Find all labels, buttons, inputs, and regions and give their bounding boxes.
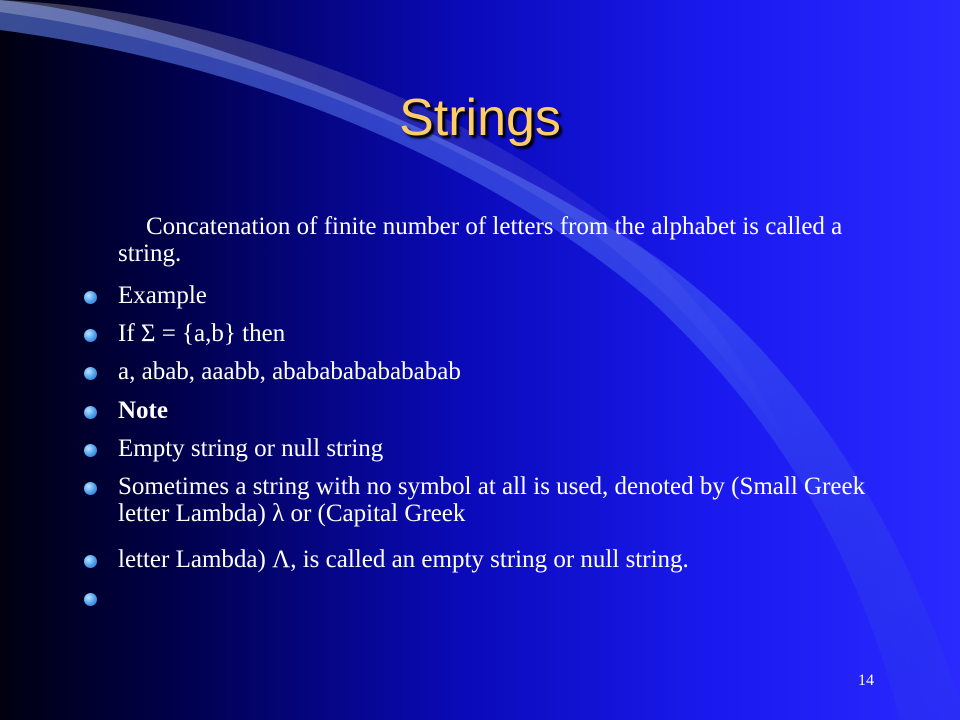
bullet-dot-icon <box>84 367 97 380</box>
bullet-text-note: Note <box>118 397 168 424</box>
bullet-item <box>118 282 878 309</box>
bullet-dot-icon <box>84 406 97 419</box>
intro-paragraph: Concatenation of finite number of letters from the alphabet is called a string. <box>118 213 843 267</box>
bullet-item <box>118 435 878 462</box>
bullet-item <box>118 546 878 573</box>
bullet-item <box>118 320 878 347</box>
bullet-item <box>118 473 878 527</box>
bullet-dot-icon <box>84 291 97 304</box>
bullet-text: If Σ = {a,b} then <box>118 320 286 347</box>
bullet-item <box>118 358 878 385</box>
bullet-dot-icon <box>84 482 97 495</box>
bullet-text: Sometimes a string with no symbol at all is used, denoted by (Small Greek letter Lambda) λ or (Capital Greek <box>118 473 866 527</box>
bullet-text: a, abab, aaabb, abababababababab <box>118 358 461 385</box>
bullet-text: Example <box>118 282 207 309</box>
bullet-text: letter Lambda) Λ, is called an empty string or null string. <box>118 546 689 573</box>
bullet-dot-icon <box>84 555 97 568</box>
bullet-item <box>118 397 878 424</box>
slide-title: Strings <box>399 89 561 147</box>
bullet-dot-icon <box>84 444 97 457</box>
bullet-text: Empty string or null string <box>118 435 384 462</box>
page-number: 14 <box>858 672 874 689</box>
bullet-dot-icon <box>84 593 97 606</box>
bullet-dot-icon <box>84 329 97 342</box>
